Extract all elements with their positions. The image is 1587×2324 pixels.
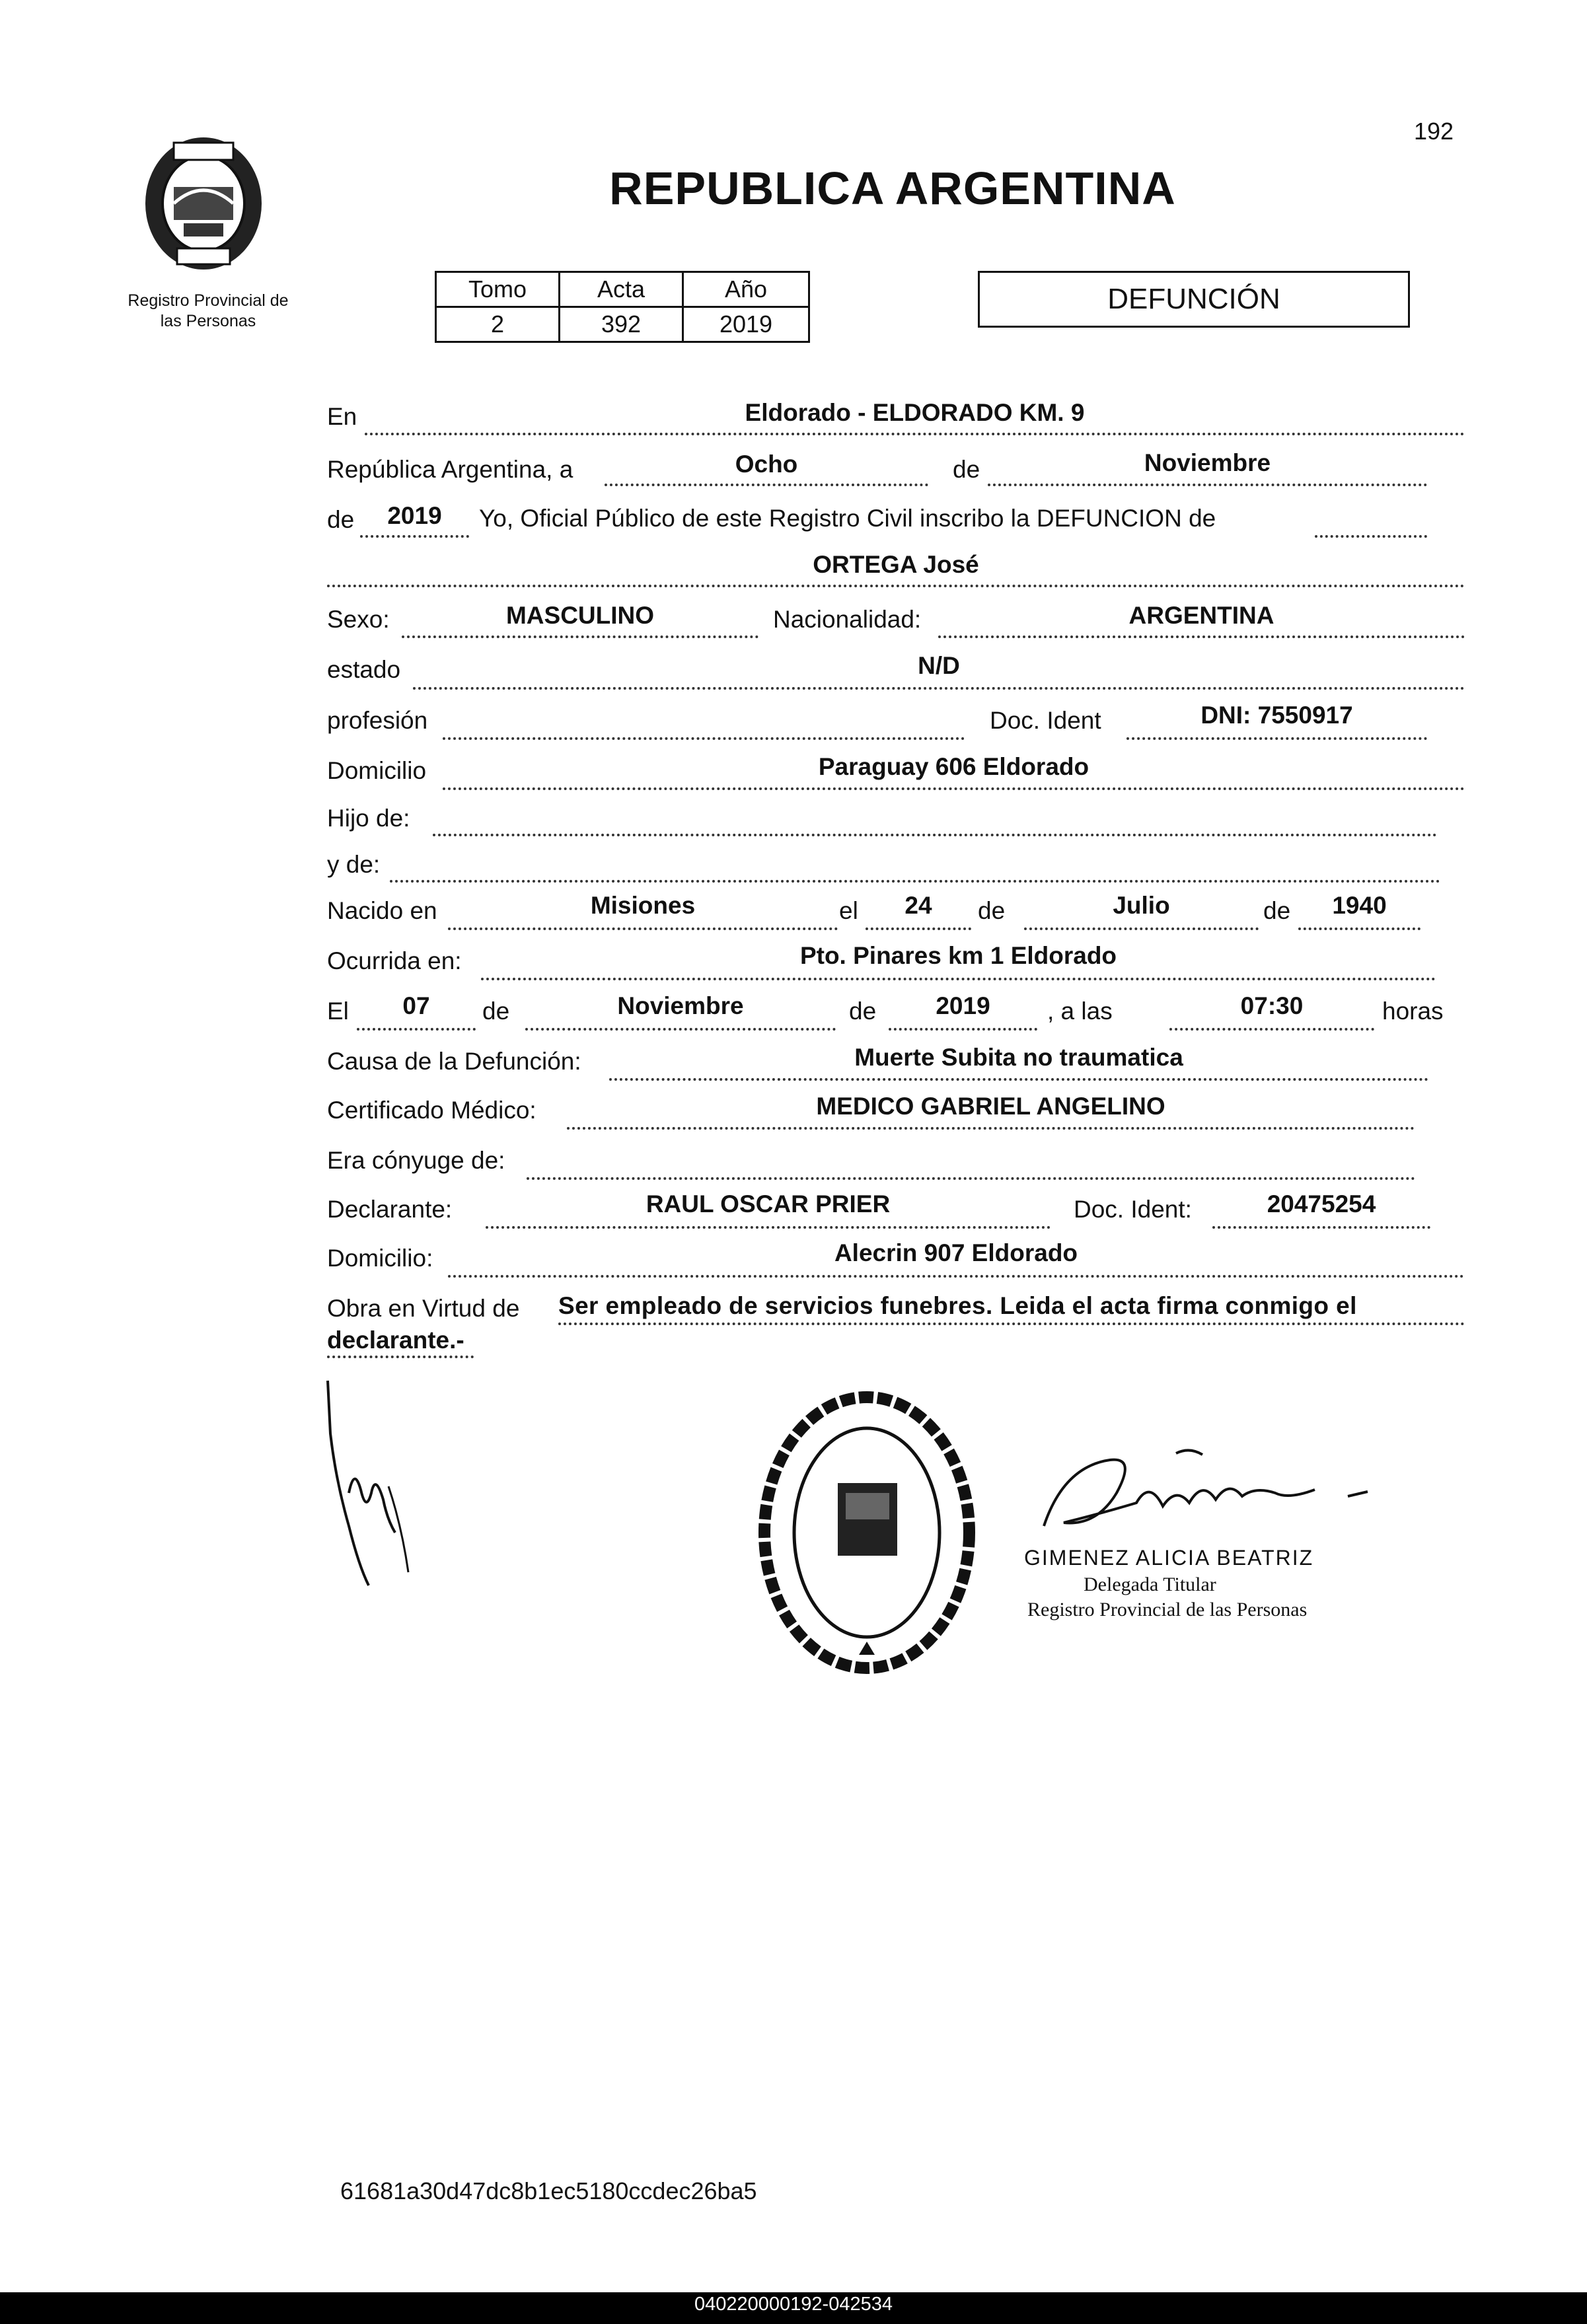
dotted-line: [448, 1275, 1464, 1278]
label-domicilio-declarante: Domicilio:: [327, 1245, 433, 1272]
signatory-registry: Registro Provincial de las Personas: [1027, 1599, 1308, 1620]
dotted-line: [443, 787, 1465, 790]
dotted-line: [609, 1078, 1428, 1081]
value-obra-line-2: declarante.-: [327, 1326, 464, 1354]
value-anio: 2019: [683, 307, 809, 342]
value-year: 2019: [387, 502, 442, 529]
value-death-month: Noviembre: [617, 992, 744, 1019]
label-el: El: [327, 998, 349, 1025]
dotted-line: [605, 484, 928, 486]
value-nationality: ARGENTINA: [1128, 602, 1274, 629]
value-address: Paraguay 606 Eldorado: [818, 753, 1089, 780]
label-de: de: [953, 456, 980, 483]
dotted-line: [486, 1226, 1051, 1229]
dotted-line: [327, 1356, 474, 1358]
value-deceased-name: ORTEGA José: [813, 551, 979, 578]
signatory-name: GIMENEZ ALICIA BEATRIZ: [1024, 1546, 1314, 1570]
dotted-line: [433, 834, 1437, 836]
label-certificado: Certificado Médico:: [327, 1097, 536, 1124]
dotted-line: [866, 927, 971, 930]
dotted-line: [390, 880, 1440, 883]
dotted-line: [402, 635, 758, 638]
label-domicilio: Domicilio: [327, 757, 427, 784]
label-obra: Obra en Virtud de: [327, 1295, 520, 1322]
declarant-signature-icon: [322, 1374, 428, 1592]
dotted-line: [1169, 1028, 1374, 1031]
label-de: de: [978, 897, 1006, 924]
label-horas: horas: [1382, 998, 1444, 1025]
value-declarant-address: Alecrin 907 Eldorado: [834, 1239, 1078, 1266]
label-el: el: [839, 897, 858, 924]
header-anio: Año: [683, 272, 809, 307]
label-republica: República Argentina, a: [327, 456, 573, 483]
document-hash: 61681a30d47dc8b1ec5180ccdec26ba5: [340, 2177, 757, 2204]
dotted-line: [1212, 1226, 1430, 1229]
dotted-line: [938, 635, 1465, 638]
document-title: REPUBLICA ARGENTINA: [609, 163, 1176, 214]
dotted-line: [525, 1028, 836, 1031]
record-type-box: DEFUNCIÓN: [978, 271, 1410, 328]
value-day-words: Ocho: [735, 451, 798, 478]
dotted-line: [889, 1028, 1037, 1031]
dotted-line: [988, 484, 1427, 486]
header-tomo: Tomo: [436, 272, 560, 307]
label-y-de: y de:: [327, 851, 381, 878]
label-nacido-en: Nacido en: [327, 897, 437, 924]
label-conyuge: Era cónyuge de:: [327, 1147, 505, 1174]
value-document: DNI: 7550917: [1200, 702, 1353, 729]
value-sex: MASCULINO: [505, 602, 655, 629]
official-signature-icon: [1037, 1440, 1394, 1539]
value-place: Eldorado - ELDORADO KM. 9: [745, 399, 1085, 426]
label-doc-ident: Doc. Ident:: [1074, 1196, 1192, 1223]
dotted-line: [1126, 737, 1427, 740]
dotted-line: [413, 687, 1465, 690]
value-declarant-doc: 20475254: [1267, 1190, 1376, 1217]
dotted-line: [360, 535, 469, 538]
dotted-line: [558, 1323, 1465, 1325]
signatory-role: Delegada Titular: [1084, 1574, 1216, 1595]
value-certificate: MEDICO GABRIEL ANGELINO: [816, 1093, 1165, 1120]
dotted-line: [1298, 927, 1421, 930]
label-yo: Yo, Oficial Público de este Registro Civil inscribo la DEFUNCION de: [479, 505, 1216, 532]
dotted-line: [1024, 927, 1259, 930]
dotted-line: [327, 585, 1465, 587]
dotted-line: [481, 978, 1436, 980]
label-doc-ident: Doc. Ident: [990, 707, 1101, 734]
registry-label: Registro Provincial de las Personas: [128, 291, 289, 330]
book-reference-table: [435, 271, 810, 343]
dotted-line: [357, 1028, 476, 1031]
footer-code: 040220000192-042534: [694, 2294, 893, 2315]
registry-stamp-icon: [753, 1374, 984, 1685]
page-number: 192: [1414, 118, 1454, 145]
label-declarante: Declarante:: [327, 1196, 453, 1223]
value-birth-place: Misiones: [590, 892, 696, 919]
label-estado: estado: [327, 656, 401, 683]
dotted-line: [365, 433, 1465, 435]
label-en: En: [327, 403, 357, 430]
dotted-line: [443, 737, 965, 740]
value-birth-month: Julio: [1113, 892, 1170, 919]
label-hijo-de: Hijo de:: [327, 805, 410, 832]
label-de: de: [849, 998, 877, 1025]
value-birth-day: 24: [904, 892, 932, 919]
dotted-line: [1315, 535, 1427, 538]
value-tomo: 2: [436, 307, 560, 342]
label-de: de: [327, 506, 355, 533]
label-de: de: [482, 998, 510, 1025]
value-hour: 07:30: [1240, 992, 1304, 1019]
value-cause: Muerte Subita no traumatica: [854, 1044, 1183, 1071]
dotted-line: [567, 1127, 1415, 1130]
label-nacionalidad: Nacionalidad:: [773, 606, 922, 633]
value-birth-year: 1940: [1332, 892, 1387, 919]
value-civil-status: N/D: [918, 652, 960, 679]
header-acta: Acta: [560, 272, 683, 307]
dotted-line: [527, 1177, 1415, 1180]
value-death-place: Pto. Pinares km 1 Eldorado: [799, 942, 1117, 969]
value-month: Noviembre: [1144, 449, 1271, 476]
label-sexo: Sexo:: [327, 606, 390, 633]
value-acta: 392: [560, 307, 683, 342]
label-ocurrida-en: Ocurrida en:: [327, 947, 462, 974]
value-death-year: 2019: [936, 992, 990, 1019]
value-death-day: 07: [402, 992, 430, 1019]
label-de: de: [1263, 897, 1291, 924]
value-obra-line-1: Ser empleado de servicios funebres. Leida el acta firma conmigo el: [558, 1292, 1357, 1319]
label-causa: Causa de la Defunción:: [327, 1048, 581, 1075]
label-a-las: , a las: [1047, 998, 1113, 1025]
dotted-line: [448, 927, 838, 930]
value-declarant: RAUL OSCAR PRIER: [646, 1190, 891, 1217]
label-profesion: profesión: [327, 707, 428, 734]
